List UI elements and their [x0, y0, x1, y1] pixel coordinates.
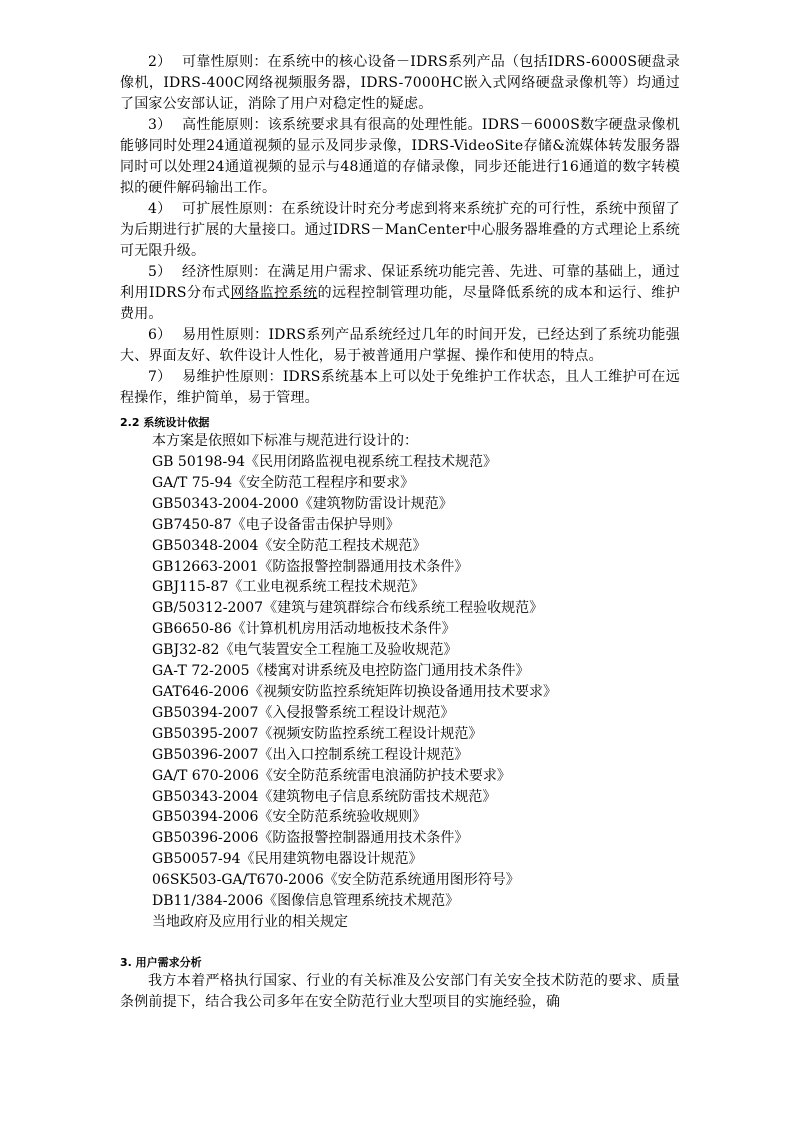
- principle-maintainability: [120, 367, 680, 409]
- standard-item: GA-T 72-2005《楼寓对讲系统及电控防盗门通用技术条件》: [152, 663, 530, 680]
- principle-number: 4）: [148, 201, 172, 217]
- standards-list: [120, 452, 680, 933]
- standard-item: GB50394-2007《入侵报警系统工程设计规范》: [152, 704, 455, 721]
- standard-item: GBJ32-82《电气装置安全工程施工及验收规范》: [152, 642, 458, 659]
- standard-item: GB6650-86《计算机机房用活动地板技术条件》: [152, 621, 456, 638]
- principle-reliability: [120, 52, 680, 115]
- principle-number: 3）: [148, 117, 172, 133]
- principle-text: 可扩展性原则：在系统设计时充分考虑到将来系统扩充的可行性，系统中预留了为后期进行扩展的大量接口。通过IDRS－ManCenter中心服务器堆叠的方式理论上系统可无限升级。: [120, 201, 681, 259]
- network-monitoring-link[interactable]: 网络监控系统: [230, 285, 318, 301]
- principle-text: 高性能原则：该系统要求具有很高的处理性能。IDRS－6000S数字硬盘录像机能够同时处理24通道视频的显示及同步录像，IDRS-VideoSite存储&流媒体转发服务器同时可以处理24通道视频的显示与48通道的存储录像，同步还能进行16通道的数字转模拟的硬件解码输出工作。: [120, 117, 680, 196]
- principle-usability: [120, 325, 680, 367]
- standard-item: GB50343-2004-2000《建筑物防雷设计规范》: [152, 495, 453, 512]
- standard-item: 当地政府及应用行业的相关规定: [152, 913, 348, 930]
- standard-item: GA/T 670-2006《安全防范系统雷电浪涌防护技术要求》: [152, 767, 511, 784]
- standard-item: GB/50312-2007《建筑与建筑群综合布线系统工程验收规范》: [152, 600, 544, 617]
- principle-number: 6）: [148, 327, 172, 343]
- standard-item: 06SK503-GA/T670-2006《安全防范系统通用图形符号》: [152, 872, 520, 889]
- section-heading-design-basis: 2.2 系统设计依据: [120, 416, 210, 429]
- standard-item: GB50348-2004《安全防范工程技术规范》: [152, 537, 427, 554]
- section-heading-user-needs: 3. 用户需求分析: [120, 955, 202, 969]
- standard-item: GB 50198-94《民用闭路监视电视系统工程技术规范》: [152, 454, 498, 470]
- standard-item: GB50057-94《民用建筑物电器设计规范》: [152, 851, 423, 868]
- principle-text-before: 经济性原则：在满足用户需求、保证系统功能完善、先进、可靠的基础上，通过利用IDRS分布式: [120, 264, 680, 301]
- standard-item: GBJ115-87《工业电视系统工程技术规范》: [152, 579, 425, 596]
- principle-text: 易维护性原则：IDRS系统基本上可以处于免维护工作状态，且人工维护可在远程操作，维护简单，易于管理。: [120, 369, 680, 406]
- principle-number: 2）: [148, 54, 172, 70]
- principle-scalability: [120, 199, 680, 262]
- principle-number: 5）: [148, 264, 172, 280]
- design-basis-intro: 本方案是依照如下标准与规范进行设计的：: [152, 433, 418, 449]
- principle-text: 可靠性原则：在系统中的核心设备－IDRS系列产品（包括IDRS-6000S硬盘录像机，IDRS-400C网络视频服务器，IDRS-7000HC嵌入式网络硬盘录像机等）均通过了国家公安部认证，消除了用户对稳定性的疑虑。: [120, 54, 680, 112]
- principle-economy: [120, 262, 680, 325]
- standard-item: GB7450-87《电子设备雷击保护导则》: [152, 516, 400, 533]
- standard-item: GA/T 75-94《安全防范工程程序和要求》: [152, 474, 415, 491]
- principle-text: 易用性原则：IDRS系列产品系统经过几年的时间开发，已经达到了系统功能强大、界面友好、软件设计人性化，易于被普通用户掌握、操作和使用的特点。: [120, 327, 680, 364]
- principle-number: 7）: [148, 369, 172, 385]
- standard-item: GB50394-2006《安全防范系统验收规则》: [152, 809, 427, 826]
- standard-item: GB50396-2007《出入口控制系统工程设计规范》: [152, 746, 469, 763]
- standard-item: GB12663-2001《防盗报警控制器通用技术条件》: [152, 558, 469, 575]
- standard-item: DB11/384-2006《图像信息管理系统技术规范》: [152, 893, 460, 910]
- principle-text-after: 的远程控制管理功能，尽量降低系统的成本和运行、维护费用。: [120, 285, 681, 322]
- standard-item: GB50395-2007《视频安防监控系统工程设计规范》: [152, 725, 483, 742]
- user-needs-paragraph: 我方本着严格执行国家、行业的有关标准及公安部门有关安全技术防范的要求、质量条例前提下，结合我公司多年在安全防范行业大型项目的实施经验，确: [120, 972, 680, 1010]
- principle-performance: [120, 115, 680, 199]
- standard-item: GB50396-2006《防盗报警控制器通用技术条件》: [152, 830, 469, 847]
- standard-item: GB50343-2004《建筑物电子信息系统防雷技术规范》: [152, 788, 497, 805]
- standard-item: GAT646-2006《视频安防监控系统矩阵切换设备通用技术要求》: [152, 683, 557, 700]
- document-page: [120, 52, 680, 1013]
